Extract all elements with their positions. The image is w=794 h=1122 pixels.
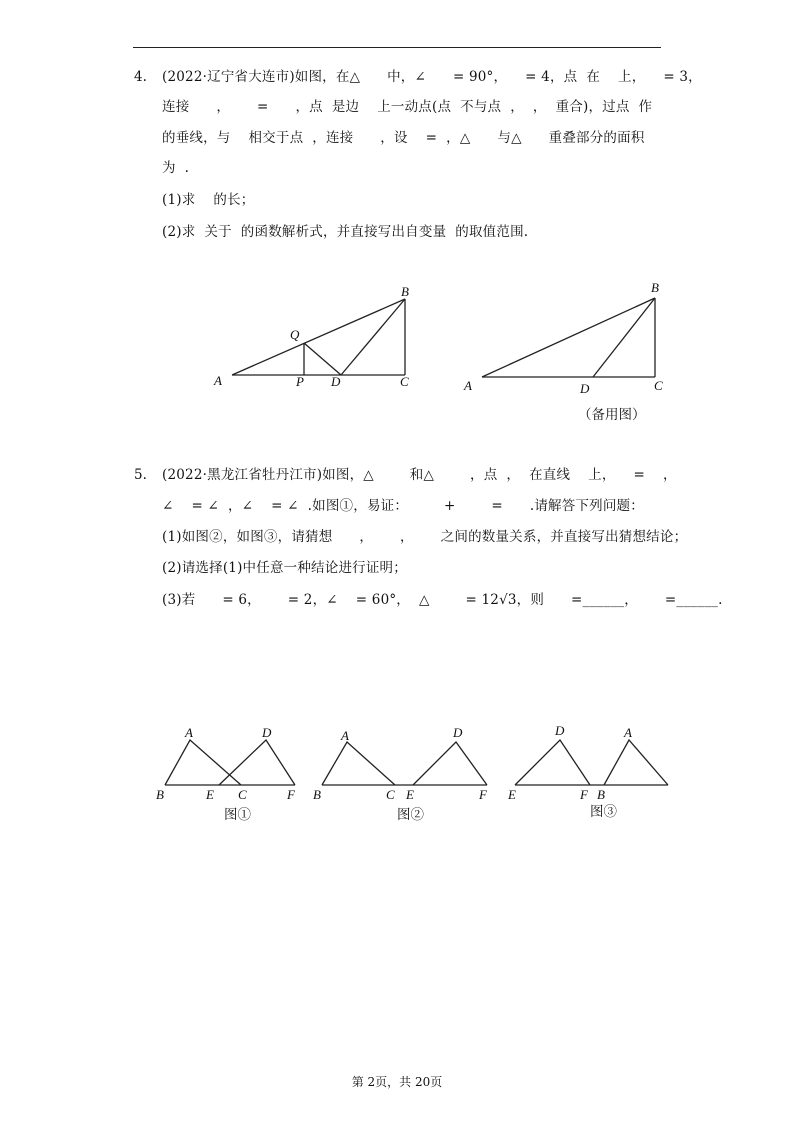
q5-fig2-label-a: A <box>341 728 349 743</box>
q4-line-1: (2022·辽宁省大连市)如图，在△ 中，∠ = 90°， = 4，点 在 上， = 3， <box>162 69 702 85</box>
q5-fig1-label-f: F <box>287 787 295 802</box>
q5-line-2: ∠ = ∠ ，∠ = ∠ .如图①，易证： + = .请解答下列问题： <box>162 498 644 514</box>
q4-fig2-label-a: A <box>464 378 472 393</box>
q4-line-2: 连接 ， = ，点 是边 上一动点(点 不与点 ， ， 重合)，过点 作 <box>162 99 653 115</box>
q5-fig2-caption: 图② <box>397 807 424 823</box>
q5-fig3-label-a: A <box>624 725 632 740</box>
q5-fig3-label-b: B <box>597 787 605 802</box>
q4-fig1-label-c: C <box>400 374 409 389</box>
q5-sub-1: (1)如图②，如图③，请猜想 ， ， 之间的数量关系，并直接写出猜想结论； <box>162 529 688 545</box>
q5-fig1-label-d: D <box>262 725 272 740</box>
q5-fig2-label-b: B <box>313 787 321 802</box>
q4-fig1-label-b: B <box>401 284 409 299</box>
q5-fig3-label-d: D <box>555 723 565 738</box>
q5-fig2-label-f: F <box>479 787 487 802</box>
q4-fig2-label-c: C <box>654 378 663 393</box>
q4-line-4: 为 . <box>162 160 190 176</box>
q4-line-3: 的垂线，与 相交于点 ，连接 ，设 = ，△ 与△ 重叠部分的面积 <box>162 130 645 146</box>
q5-fig1-label-e: E <box>206 787 214 802</box>
q5-fig2-label-d: D <box>453 725 463 740</box>
q5-fig3-label-e: E <box>508 787 516 802</box>
q5-fig1-label-a: A <box>185 725 193 740</box>
q5-fig1-caption: 图① <box>224 807 251 823</box>
q5-fig2-label-e: E <box>406 787 414 802</box>
q4-number: 4. <box>134 69 147 85</box>
q5-sub-2: (2)请选择(1)中任意一种结论进行证明； <box>162 560 407 576</box>
q5-number: 5. <box>134 467 147 483</box>
q5-fig2-label-c: C <box>386 787 395 802</box>
page-footer: 第 2页，共 20页 <box>351 1075 443 1089</box>
q5-fig3-caption: 图③ <box>590 804 617 820</box>
q5-sub-3: (3)若 = 6， = 2，∠ = 60°， △ = 12√3，则 =______， =______. <box>162 592 723 608</box>
q5-fig1-label-c: C <box>238 787 247 802</box>
q4-fig1-label-d: D <box>331 374 341 389</box>
q4-sub-1: (1)求 的长； <box>162 192 255 208</box>
q5-fig1-label-b: B <box>156 787 164 802</box>
q4-fig2-caption: （备用图） <box>578 407 646 423</box>
q4-fig2-label-d: D <box>580 381 590 396</box>
q4-fig1-label-a: A <box>214 373 222 388</box>
q4-fig1-label-q: Q <box>290 327 300 342</box>
q4-fig2-label-b: B <box>651 280 659 295</box>
q4-sub-2: (2)求 关于 的函数解析式，并直接写出自变量 的取值范围. <box>162 224 529 240</box>
q5-fig3-label-f: F <box>580 787 588 802</box>
q4-fig1-label-p: P <box>296 374 304 389</box>
q5-line-1: (2022·黑龙江省牡丹江市)如图，△ 和△ ，点 ， 在直线 上， = ， <box>162 467 677 483</box>
